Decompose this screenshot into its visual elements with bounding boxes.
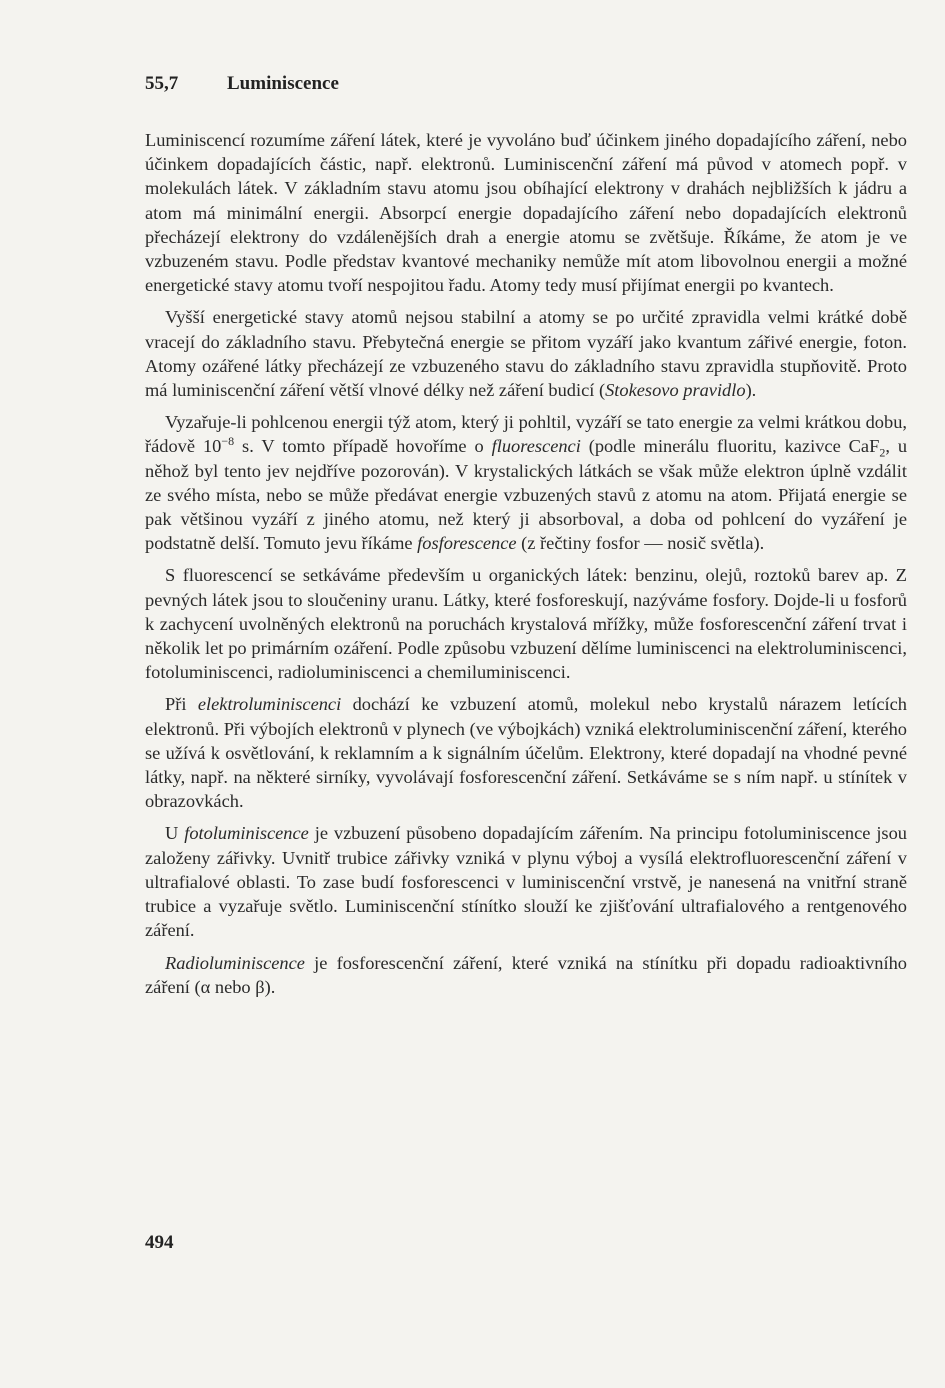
text-segment: je vzbuzení působeno dopadajícím zářením. Na principu fotoluminiscence jsou založeny zářivky. Uvnitř trubice zářivky vzniká v plynu výboj a vysílá elektrofluorescenční záření v ultrafialové oblasti. To zase budí fosforescenci v luminiscenční vrstvě, je nanesená na vnitřní straně trubice a vyzařuje světlo. Luminiscenční stínítko slouží ke zjišťování ultrafialového a rentgenového záření.	[145, 823, 907, 941]
text-segment: Při	[165, 694, 198, 715]
text-segment: −8	[221, 434, 235, 449]
text-segment: fotoluminiscence	[184, 823, 309, 844]
text-body	[145, 128, 907, 999]
text-segment: Luminiscencí rozumíme záření látek, které je vyvoláno buď účinkem jiného dopadajícího záření, nebo účinkem dopadajících částic, např. elektronů. Luminiscenční záření má původ v atomech popř. v molekulách látek. V základním stavu atomu jsou obíhající elektrony v drahách nejbližších k jádru a atom má minimální energii. Absorpcí energie dopadajícího záření nebo dopadajících elektronů přecházejí elektrony do vzdálenějších drah a energie atomu se zvětšuje. Říkáme, že atom je ve vzbuzeném stavu. Podle představ kvantové mechaniky nemůže mít atom libovolnou energii a možné energetické stavy atomu tvoří nespojitou řadu. Atomy tedy musí přijímat energii po kvantech.	[145, 130, 907, 296]
text-segment: S fluorescencí se setkáváme především u organických látek: benzinu, olejů, roztoků barev ap. Z pevných látek jsou to sloučeniny uranu. Látky, které fosforeskují, nazýváme fosfory. Dojde-li u fosforů k zachycení uvolněných elektronů na poruchách krystalová mřížky, může fosforescenční záření trvat i několik let po primárním ozáření. Podle způsobu vzbuzení dělíme luminiscenci na elektroluminiscenci, fotoluminiscenci, radioluminiscenci a chemiluminiscenci.	[145, 565, 907, 683]
paragraph	[145, 128, 907, 297]
text-segment: , u něhož byl tento jev nejdříve pozorován). V krystalických látkách se však může elektron úplně vzdálit ze svého místa, nebo se může předávat energie vzbuzených stavů z atomu na atom. Přijatá energie se pak většinou vyzáří z jiného atomu, než který ji absorboval, a doba od pohlcení do vyzáření je podstatně delší. Tomuto jevu říkáme	[145, 436, 908, 554]
paragraph	[145, 951, 907, 999]
page-body	[145, 72, 907, 1007]
page-number: 494	[145, 1232, 174, 1253]
text-segment: Vyšší energetické stavy atomů nejsou stabilní a atomy se po určité zpravidla velmi krátké době vracejí do základního stavu. Přebytečná energie se přitom vyzáří jako kvantum zářivé energie, foton. Atomy ozářené látky přecházejí ze vzbuzeného stavu do základního stavu zpravidla stupňovitě. Proto má luminiscenční záření větší vlnové délky než záření budicí (	[145, 307, 907, 401]
section-title: Luminiscence	[227, 73, 339, 94]
text-segment: fosforescence	[417, 533, 517, 554]
paragraph	[145, 410, 907, 555]
paragraph	[145, 821, 907, 942]
paragraph	[145, 692, 907, 813]
text-segment: je fosforescenční záření, které vzniká na stínítku při dopadu radioaktivního záření (α nebo β).	[145, 952, 907, 997]
text-segment: dochází ke vzbuzení atomů, molekul nebo krystalů nárazem letících elektronů. Při výbojích elektronů v plynech (ve výbojkách) vzniká elektroluminiscenční záření, kterého se užívá k osvětlování, k reklamním a k signálním účelům. Elektrony, které dopadají na vhodné pevné látky, např. na některé sirníky, vyvolávají fosforescenční záření. Setkáváme se s ním např. u stínítek v obrazovkách.	[145, 694, 908, 812]
text-segment: fluorescenci	[491, 436, 581, 457]
text-segment: (z řečtiny fosfor — nosič světla).	[516, 533, 765, 554]
section-heading	[145, 72, 907, 96]
paragraph	[145, 305, 907, 402]
text-segment: (podle minerálu fluoritu, kazivce CaF	[580, 436, 880, 457]
text-segment: ).	[745, 380, 757, 401]
paragraph	[145, 563, 907, 684]
text-segment: Vyzařuje-li pohlcenou energii týž atom, který ji pohltil, vyzáří se tato energie za velmi krátkou dobu, řádově 10	[145, 412, 907, 457]
text-segment: Stokesovo pravidlo	[605, 380, 746, 401]
text-segment: elektroluminiscenci	[197, 694, 342, 715]
text-segment: 2	[879, 446, 886, 461]
section-number: 55,7	[145, 73, 179, 94]
text-segment: Radioluminiscence	[165, 952, 305, 973]
text-segment: U	[165, 823, 185, 844]
text-segment: s. V tomto případě hovoříme o	[234, 436, 492, 457]
